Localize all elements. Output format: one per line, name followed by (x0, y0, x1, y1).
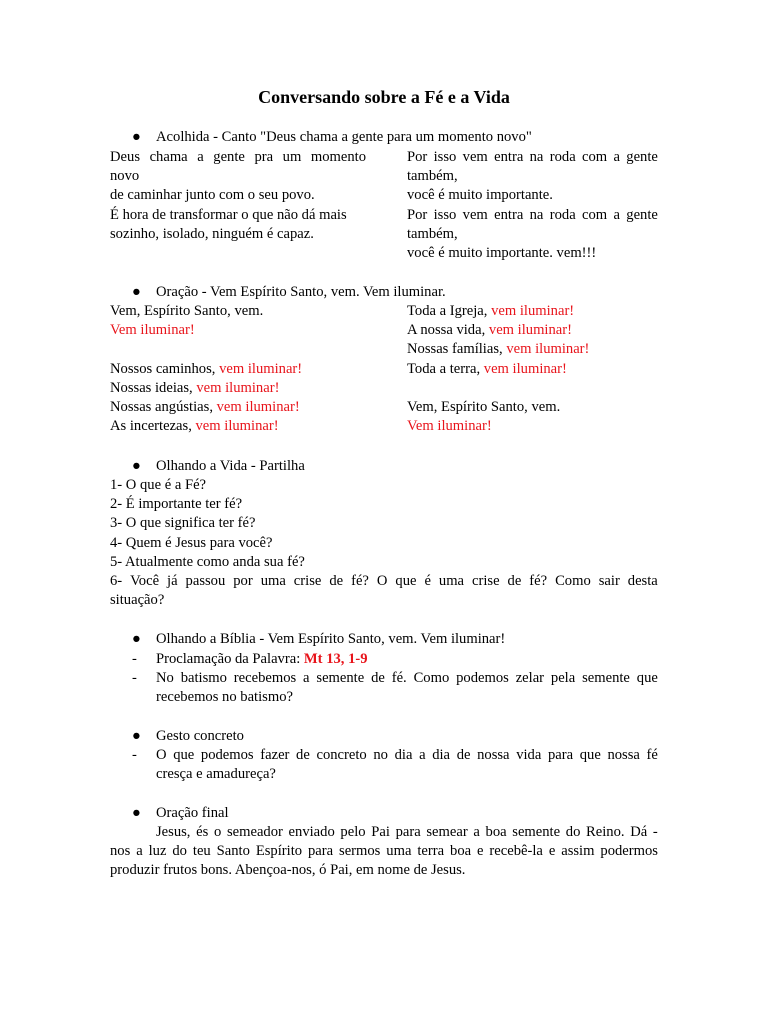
question-item: 3- O que significa ter fé? (110, 515, 256, 532)
song-line: você é muito importante. vem!!! (407, 244, 597, 261)
blank-line (407, 379, 658, 398)
prayer-refrain: Vem iluminar! (407, 418, 492, 435)
olhando-vida-heading: Olhando a Vida - Partilha (156, 458, 305, 474)
prayer-line: Toda a terra, vem iluminar! (407, 360, 567, 377)
acolhida-right-column (407, 148, 658, 263)
bullet-icon: ● (132, 728, 141, 744)
bullet-icon: ● (132, 805, 141, 821)
song-line: também, (407, 168, 458, 185)
song-line: Deus chama a gente pra um momento (110, 149, 366, 165)
acolhida-left-column (110, 148, 366, 244)
prayer-line: Nossas famílias, vem iluminar! (407, 341, 590, 358)
prayer-line: Vem, Espírito Santo, vem. (110, 303, 264, 319)
question-item: 1- O que é a Fé? (110, 477, 207, 493)
bullet-icon: ● (132, 284, 141, 300)
oracao-final-heading: Oração final (156, 805, 229, 821)
question-item: 5- Atualmente como anda sua fé? (110, 553, 305, 570)
song-line: de caminhar junto com o seu povo. (110, 187, 315, 204)
dash-icon: - (132, 670, 137, 686)
blank-line (110, 340, 366, 359)
proclamacao-item: - Proclamação da Palavra: Mt 13, 1-9 (132, 651, 368, 667)
page-title: Conversando sobre a Fé e a Vida (258, 87, 510, 107)
bullet-icon: ● (132, 129, 141, 145)
question-item: 2- É importante ter fé? (110, 496, 243, 513)
bible-reference: Mt 13, 1-9 (303, 651, 368, 667)
song-line: sozinho, isolado, ninguém é capaz. (110, 225, 314, 242)
oracao-right-column (407, 302, 658, 436)
bullet-icon: ● (132, 458, 141, 474)
question-item: 6- Você já passou por uma crise de fé? O que é uma crise de fé? Como sair desta (110, 572, 658, 589)
prayer-line: Vem, Espírito Santo, vem. (407, 398, 561, 415)
question-item: 4- Quem é Jesus para você? (110, 534, 273, 551)
song-line: Por isso vem entra na roda com a gente (407, 206, 658, 223)
dash-icon: - (132, 747, 137, 763)
song-line: novo (110, 168, 140, 185)
prayer-line: Nossos caminhos, vem iluminar! (110, 360, 303, 377)
song-line: É hora de transformar o que não dá mais (110, 206, 347, 223)
olhando-biblia-heading: Olhando a Bíblia - Vem Espírito Santo, vem. Vem iluminar! (156, 631, 506, 647)
oracao-left-column (110, 302, 366, 436)
prayer-line: Nossas angústias, vem iluminar! (110, 398, 300, 415)
acolhida-heading: Acolhida - Canto "Deus chama a gente para um momento novo" (156, 129, 532, 145)
bullet-icon: ● (132, 631, 141, 647)
question-item-continued: situação? (110, 592, 165, 609)
oracao-heading: Oração - Vem Espírito Santo, vem. Vem iluminar. (156, 284, 446, 300)
questions-list (110, 476, 658, 610)
oracao-final-text: Jesus, és o semeador enviado pelo Pai para semear a boa semente do Reino. Dá - nos a luz do teu Santo Espírito para sermos uma terra boa e recebê-la e assim podermos produzir frutos bons. Abençoa-nos, ó Pai, em nome de Jesus. (110, 824, 658, 879)
prayer-line: Toda a Igreja, vem iluminar! (407, 303, 575, 319)
prayer-refrain: Vem iluminar! (110, 322, 195, 339)
prayer-line: Nossas ideias, vem iluminar! (110, 379, 280, 396)
song-line: Por isso vem entra na roda com a gente (407, 149, 658, 165)
gesto-heading: Gesto concreto (156, 728, 244, 744)
prayer-line: A nossa vida, vem iluminar! (407, 322, 572, 339)
song-line: também, (407, 225, 458, 242)
prayer-line: As incertezas, vem iluminar! (110, 418, 279, 435)
song-line: você é muito importante. (407, 187, 553, 204)
dash-icon: - (132, 651, 137, 667)
